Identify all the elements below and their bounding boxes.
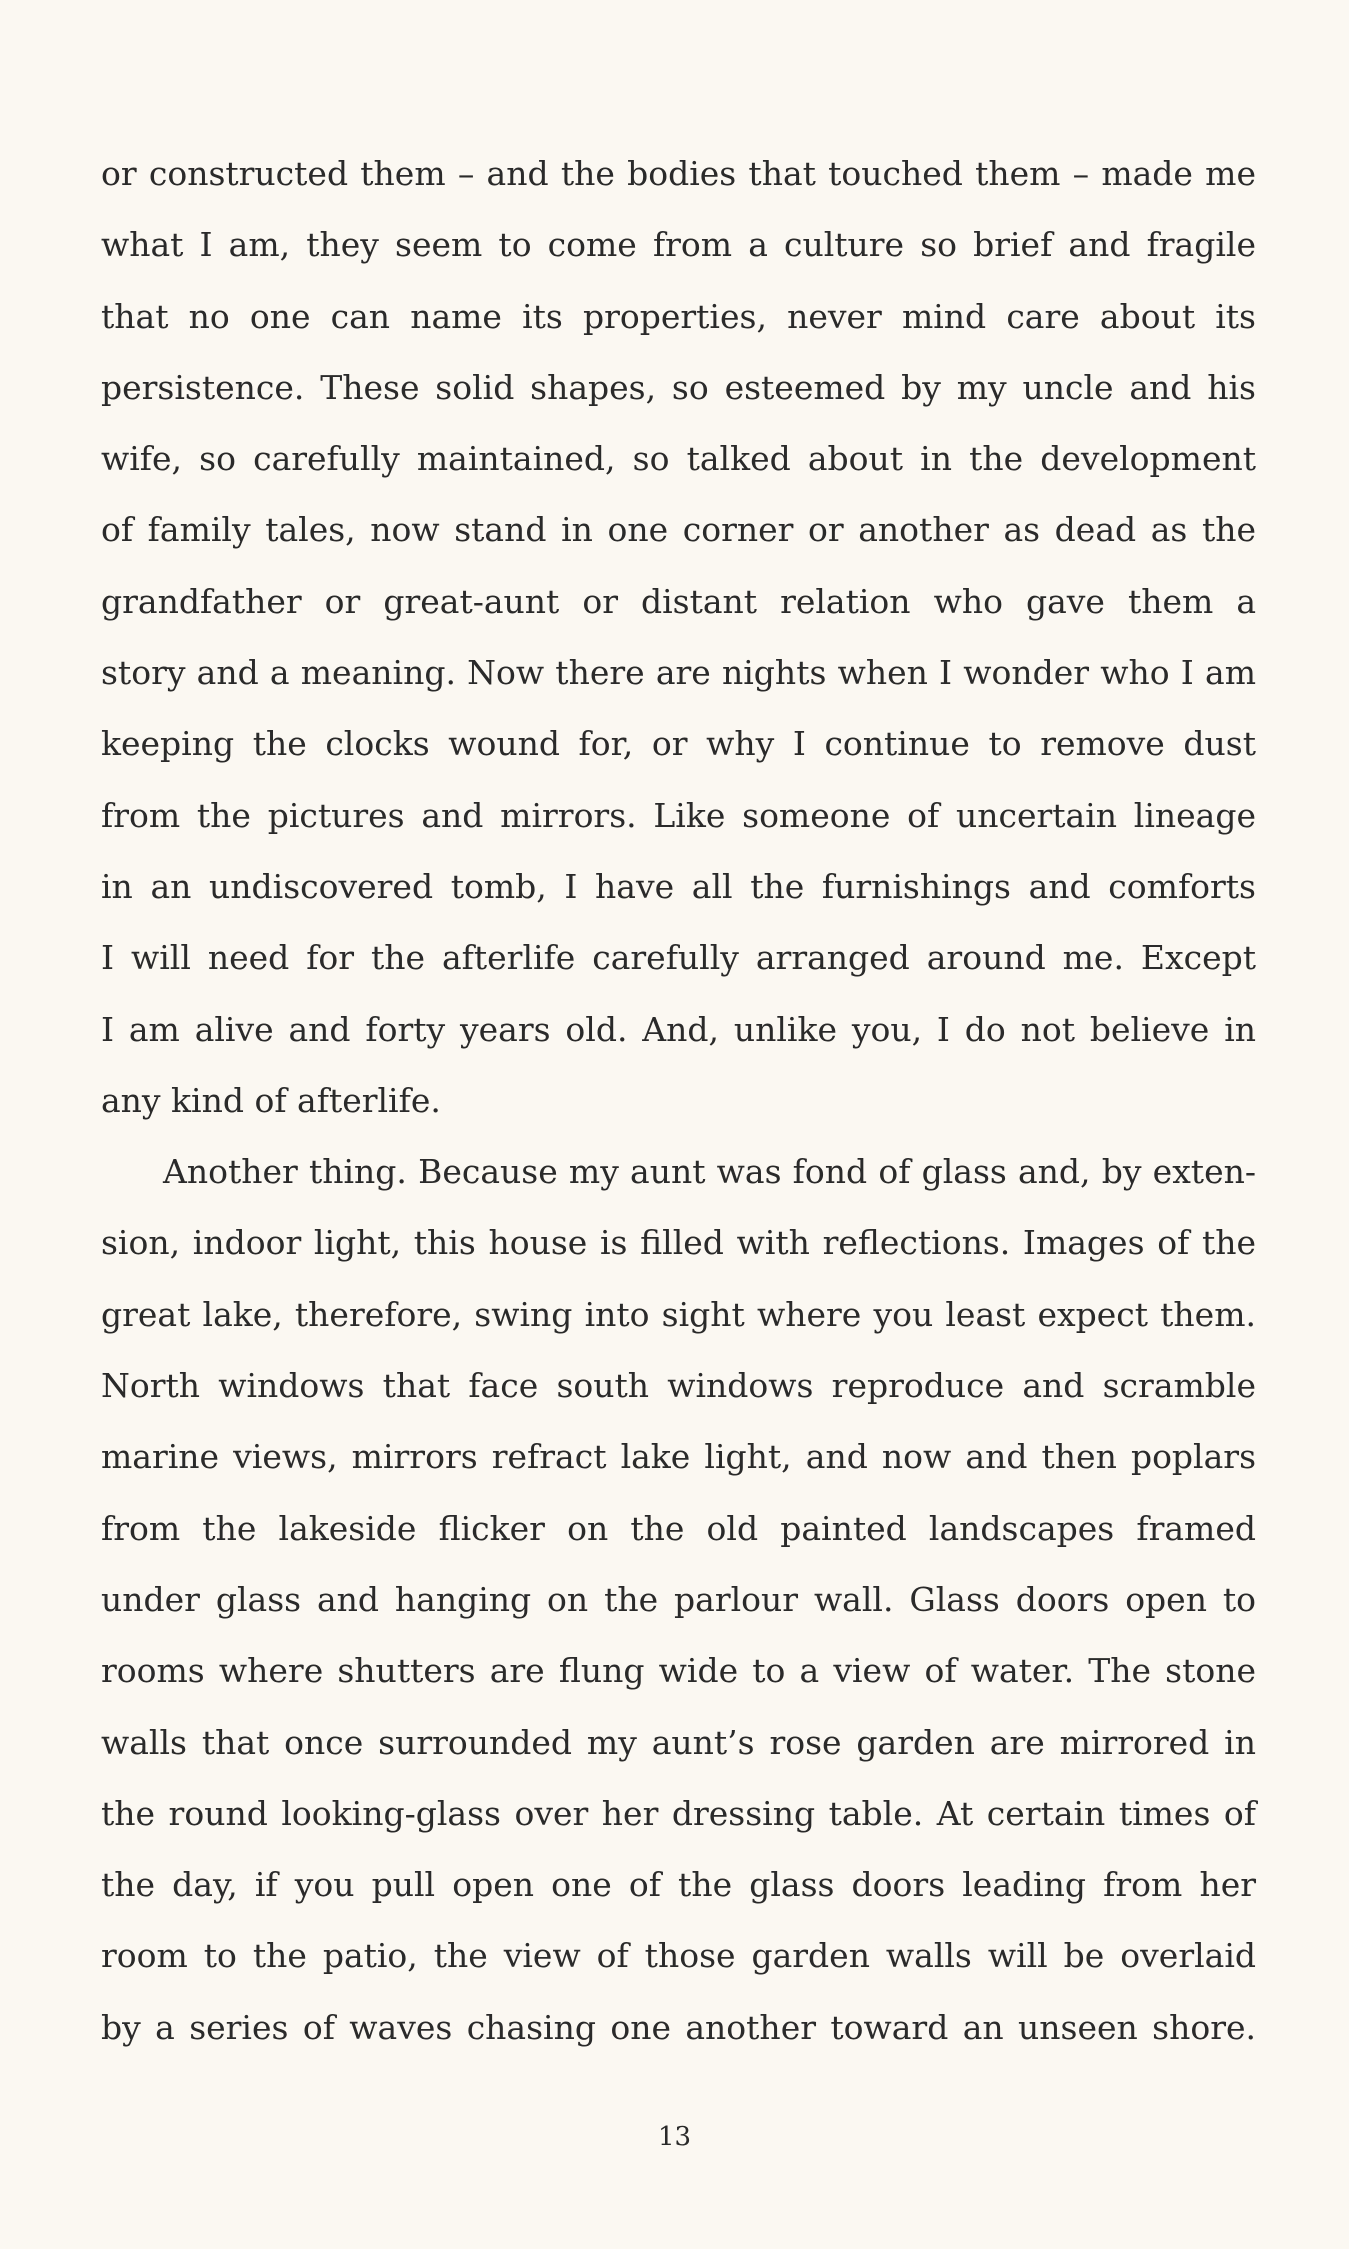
text-line: from the lakeside flicker on the old painted landscapes framed [101, 1508, 1256, 1548]
text-line: sion, indoor light, this house is filled with reflections. Images of the [101, 1223, 1256, 1263]
text-line: great lake, therefore, swing into sight where you least expect them. [101, 1294, 1256, 1334]
text-line: I will need for the afterlife carefully arranged around me. Except [101, 938, 1256, 978]
text-line: from the pictures and mirrors. Like someone of uncertain lineage [101, 795, 1256, 835]
text-line: what I am, they seem to come from a culture so brief and fragile [101, 225, 1256, 265]
text-line: I am alive and forty years old. And, unlike you, I do not believe in [101, 1009, 1256, 1049]
text-line: Another thing. Because my aunt was fond of glass and, by exten- [163, 1152, 1256, 1192]
page-number: 13 [657, 2122, 692, 2152]
text-line: rooms where shutters are flung wide to a view of water. The stone [101, 1651, 1256, 1691]
text-line: by a series of waves chasing one another toward an unseen shore. [101, 2007, 1256, 2047]
text-line: wife, so carefully maintained, so talked about in the development [101, 439, 1256, 479]
text-line: the round looking-glass over her dressing table. At certain times of [101, 1793, 1256, 1833]
text-line: or constructed them – and the bodies that touched them – made me [101, 154, 1256, 193]
paragraph [101, 1136, 1256, 2063]
text-line: marine views, mirrors refract lake light, and now and then poplars [101, 1437, 1256, 1477]
body-text [101, 138, 1256, 2063]
paragraph-continued [101, 138, 1256, 1136]
text-line: under glass and hanging on the parlour wall. Glass doors open to [101, 1579, 1256, 1619]
text-line: walls that once surrounded my aunt’s rose garden are mirrored in [101, 1722, 1256, 1762]
text-line: that no one can name its properties, never mind care about its [101, 296, 1256, 336]
text-line: persistence. These solid shapes, so esteemed by my uncle and his [101, 367, 1256, 407]
text-line: grandfather or great-aunt or distant relation who gave them a [101, 581, 1256, 621]
text-line: the day, if you pull open one of the glass doors leading from her [101, 1865, 1256, 1905]
text-line: story and a meaning. Now there are nights when I wonder who I am [101, 653, 1256, 693]
text-line: room to the patio, the view of those garden walls will be overlaid [101, 1936, 1256, 1976]
text-line: keeping the clocks wound for, or why I continue to remove dust [101, 724, 1256, 764]
text-line: in an undiscovered tomb, I have all the furnishings and comforts [101, 866, 1256, 906]
text-line: any kind of afterlife. [101, 1080, 441, 1120]
text-line: North windows that face south windows reproduce and scramble [101, 1366, 1256, 1406]
text-line: of family tales, now stand in one corner or another as dead as the [101, 510, 1256, 550]
